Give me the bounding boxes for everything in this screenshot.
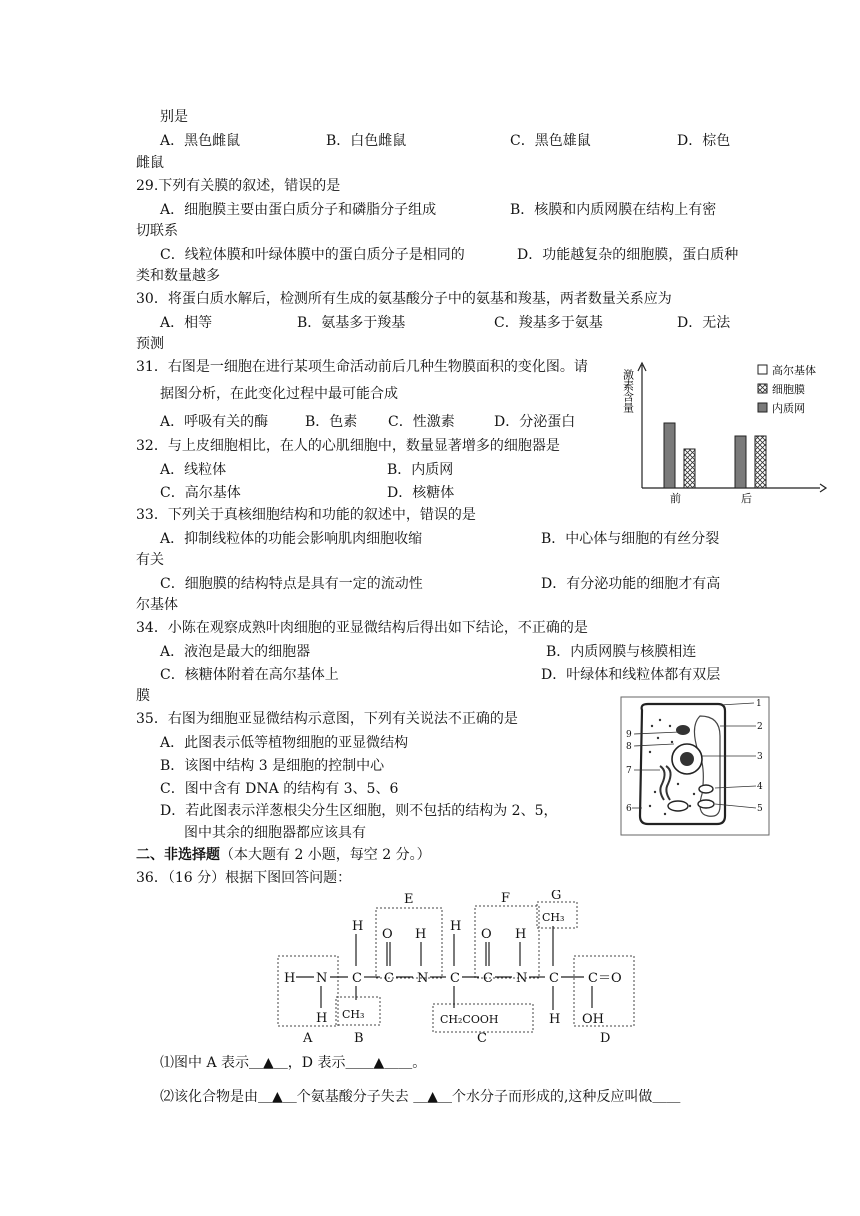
q29-option-d: D．功能越复杂的细胞膜，蛋白质种 <box>517 247 739 263</box>
q33-stem: 33．下列关于真核细胞结构和功能的叙述中，错误的是 <box>136 507 476 523</box>
box-label-c: C <box>477 1031 487 1045</box>
section-note: （本大题有 2 小题，每空 2 分。） <box>220 847 431 863</box>
q34-option-d: D．叶绿体和线粒体都有双层 <box>541 667 721 683</box>
cell-label-7: 7 <box>626 766 632 776</box>
legend-swatch <box>758 403 767 412</box>
cell-label-8: 8 <box>626 742 632 752</box>
box-label-b: B <box>354 1031 364 1045</box>
box-label-e: E <box>404 892 414 907</box>
legend-label: 细胞膜 <box>772 383 805 396</box>
cell-label-3: 3 <box>757 752 763 762</box>
q32-option-a: A．线粒体 <box>160 462 227 478</box>
cell-label-1: 1 <box>756 699 762 709</box>
q34-option-b: B．内质网膜与核膜相连 <box>546 644 697 660</box>
q33-option-c: C．细胞膜的结构特点是具有一定的流动性 <box>160 576 423 592</box>
cell-label-6: 6 <box>626 804 632 814</box>
y-axis-label: 激素含量 <box>621 369 635 413</box>
q29-stem: 29.下列有关膜的叙述，错误的是 <box>136 178 341 194</box>
legend-swatch <box>758 365 767 374</box>
q30-option-wrap: 预测 <box>136 336 164 352</box>
cell-label-5: 5 <box>757 804 763 814</box>
q30-option-a: A．相等 <box>160 315 213 331</box>
cell-label-9: 9 <box>626 730 632 740</box>
box-label-a: A <box>303 1031 313 1045</box>
atom-n: N <box>516 971 528 986</box>
q34-stem: 34．小陈在观察成熟叶肉细胞的亚显微结构后得出如下结论，不正确的是 <box>136 620 588 636</box>
q34-option-d-wrap: 膜 <box>136 688 150 704</box>
option-wrap: 雌鼠 <box>136 155 164 171</box>
atom-hydroxyl: OH <box>582 1012 604 1027</box>
q33-option-d: D．有分泌功能的细胞才有高 <box>541 576 721 592</box>
q32-option-c: C．高尔基体 <box>160 485 241 501</box>
q35-option-c: C．图中含有 DNA 的结构有 3、5、6 <box>160 781 399 797</box>
cell-label-2: 2 <box>757 722 763 732</box>
q36-sub2: ⑵该化合物是由＿▲＿个氨基酸分子失去 ＿▲＿个水分子而形成的,这种反应叫做＿＿ <box>160 1089 681 1105</box>
q35-option-d-line2: 图中其余的细胞器都应该具有 <box>184 825 366 841</box>
q31-option-d: D．分泌蛋白 <box>494 414 576 430</box>
q29-option-b-wrap: 切联系 <box>136 223 178 239</box>
group-g: CH₃ <box>542 911 565 924</box>
q31-stem-line1: 31．右图是一细胞在进行某项生命活动前后几种生物膜面积的变化图。请 <box>136 359 588 375</box>
box-label-f: F <box>501 891 511 906</box>
q33-option-b: B．中心体与细胞的有丝分裂 <box>541 531 720 547</box>
legend-label: 高尔基体 <box>772 364 816 377</box>
peptide-structure-diagram <box>270 890 650 1045</box>
q33-option-d-wrap: 尔基体 <box>136 597 178 613</box>
atom-o: O <box>382 927 393 942</box>
atom-h: H <box>549 1012 561 1027</box>
q32-option-b: B．内质网 <box>387 462 454 478</box>
q32-stem: 32．与上皮细胞相比，在人的心肌细胞中，数量显著增多的细胞器是 <box>136 438 560 454</box>
atom-c: C <box>549 971 559 986</box>
section-heading <box>136 845 431 865</box>
q31-option-a: A．呼吸有关的酶 <box>160 414 269 430</box>
q29-option-b: B．核膜和内质网膜在结构上有密 <box>510 202 717 218</box>
box-e <box>376 908 442 978</box>
box-label-d: D <box>600 1031 611 1045</box>
x-axis-arrow <box>820 484 826 492</box>
bar <box>755 436 766 488</box>
q35-stem: 35．右图为细胞亚显微结构示意图，下列有关说法不正确的是 <box>136 711 518 727</box>
q36-sub1: ⑴图中 A 表示＿▲＿，D 表示＿＿▲＿＿。 <box>160 1055 427 1071</box>
q29-option-a: A．细胞膜主要由蛋白质分子和磷脂分子组成 <box>160 202 437 218</box>
atom-c: C <box>384 971 394 986</box>
section-title: 二、非选择题 <box>136 847 220 863</box>
q29-option-c: C．线粒体膜和叶绿体膜中的蛋白质分子是相同的 <box>160 247 465 263</box>
q30-option-d: D．无法 <box>677 315 731 331</box>
atom-c: C <box>450 971 460 986</box>
q30-option-c: C．羧基多于氨基 <box>494 315 603 331</box>
bar <box>684 449 695 488</box>
q34-option-a: A．液泡是最大的细胞器 <box>160 644 311 660</box>
q29-option-d-wrap: 类和数量越多 <box>136 268 220 284</box>
atom-c: C <box>352 971 362 986</box>
group-b: CH₃ <box>342 1008 365 1021</box>
q35-option-a: A．此图表示低等植物细胞的亚显微结构 <box>160 735 409 751</box>
atom-o: O <box>481 927 492 942</box>
atom-carbonyl: C＝O <box>588 971 622 986</box>
box-f <box>475 906 539 978</box>
q35-option-b: B．该图中结构 3 是细胞的控制中心 <box>160 758 385 774</box>
atom-c: C <box>483 971 493 986</box>
legend-label: 内质网 <box>772 402 805 415</box>
atom-h: H <box>316 1011 328 1026</box>
box-label-g: G <box>551 890 562 903</box>
option-b: B．白色雌鼠 <box>326 133 407 149</box>
option-c: C．黑色雄鼠 <box>510 133 591 149</box>
membrane-area-chart <box>620 355 830 505</box>
q32-option-d: D．核糖体 <box>387 485 455 501</box>
cell-structure-diagram <box>620 696 770 836</box>
q31-option-c: C．性激素 <box>388 414 455 430</box>
q31-option-b: B．色素 <box>305 414 358 430</box>
q34-option-c: C．核糖体附着在高尔基体上 <box>160 667 339 683</box>
atom-h: H <box>450 919 462 934</box>
q35-option-d-line1: D．若此图表示洋葱根尖分生区细胞，则不包括的结构为 2、5， <box>160 803 558 819</box>
group-c: CH₂COOH <box>440 1013 499 1026</box>
q33-option-a: A．抑制线粒体的功能会影响肌肉细胞收缩 <box>160 531 423 547</box>
x-tick-label: 后 <box>741 492 752 505</box>
q31-stem-line2: 据图分析，在此变化过程中最可能合成 <box>160 386 398 402</box>
q36-stem: 36．（16 分）根据下图回答问题： <box>136 870 352 886</box>
bar <box>664 423 675 488</box>
atom-h: H <box>515 927 527 942</box>
atom-h: H <box>284 971 296 986</box>
atom-n: N <box>417 971 429 986</box>
atom-n: N <box>316 971 328 986</box>
option-d: D．棕色 <box>677 133 731 149</box>
option-a: A．黑色雌鼠 <box>160 133 241 149</box>
atom-h: H <box>415 927 427 942</box>
bar <box>735 436 746 488</box>
q30-stem: 30．将蛋白质水解后，检测所有生成的氨基酸分子中的氨基和羧基，两者数量关系应为 <box>136 291 672 307</box>
q30-option-b: B．氨基多于羧基 <box>297 315 406 331</box>
legend-swatch <box>758 384 767 393</box>
box-a <box>278 956 338 1026</box>
atom-h: H <box>352 919 364 934</box>
x-tick-label: 前 <box>670 492 681 505</box>
q33-option-b-wrap: 有关 <box>136 552 164 568</box>
cell-label-4: 4 <box>757 782 763 792</box>
question-continuation: 别是 <box>160 109 188 125</box>
